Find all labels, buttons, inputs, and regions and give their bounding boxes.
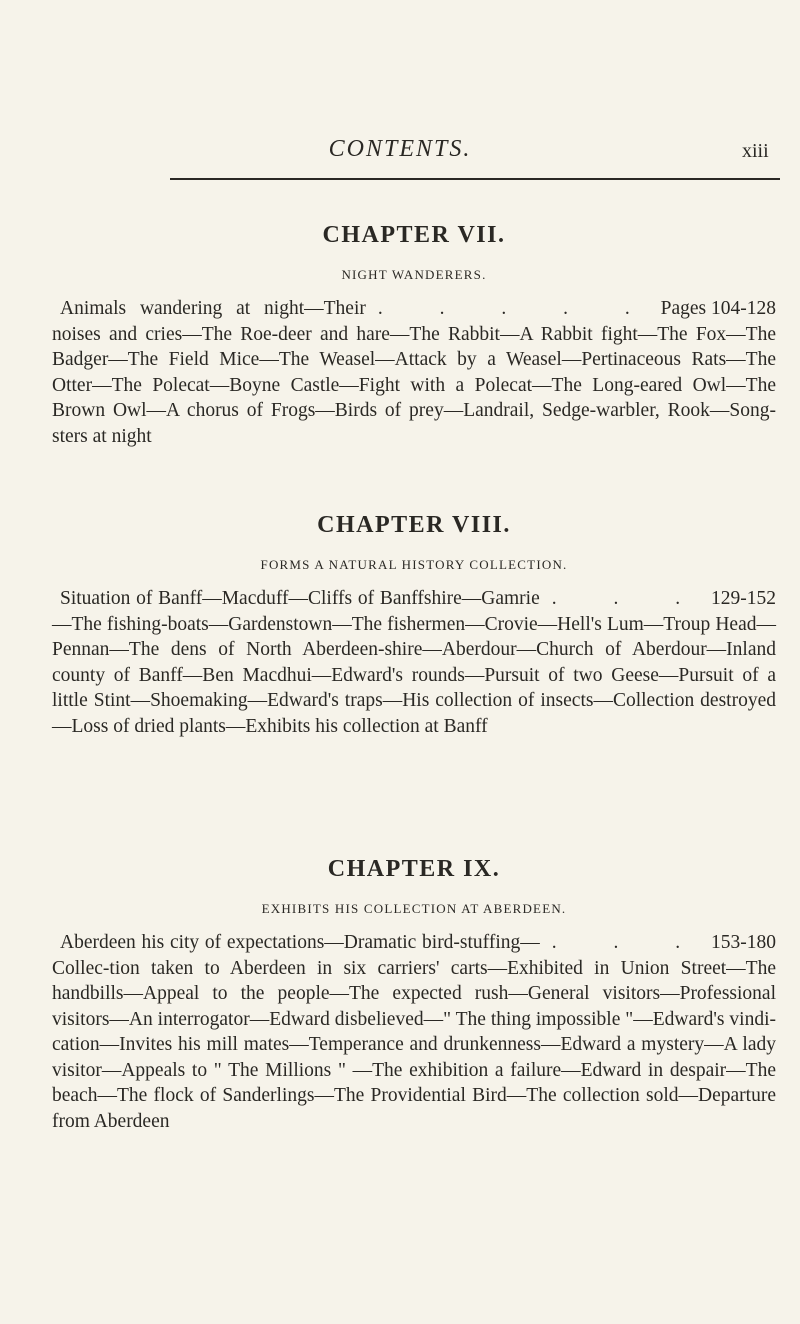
header-rule: [170, 178, 780, 180]
page-header: [0, 0, 800, 186]
chapter-subtitle: NIGHT WANDERERS.: [341, 267, 487, 282]
dot-leaders: . . . . .: [377, 298, 656, 319]
chapter-heading: CHAPTER VII.: [322, 222, 506, 248]
page-range-value: 153-180: [711, 932, 776, 953]
chapter-heading: CHAPTER VIII.: [317, 512, 511, 538]
summary-text: Animals wandering at night—Their noises and cries—The Roe-deer and hare—The Rabbit—A Rabbit fight—The Fox—The Badger—The Field Mice—The Weasel—Attack by a Weasel—Pertinaceous Rats—The Otter—The Polecat—Boyne Castle—Fight with a Polecat—The Long-eared Owl—The Brown Owl—A chorus of Frogs—Birds of prey—Landrail, Sedge-warbler, Rook—Song-sters at night: [52, 298, 776, 447]
chapter-8-entry: [52, 508, 776, 739]
page-range: [540, 930, 776, 956]
chapter-summary: [52, 296, 776, 449]
chapter-heading: CHAPTER IX.: [327, 856, 501, 882]
chapter-summary: [52, 586, 776, 739]
summary-text: Situation of Banff—Macduff—Cliffs of Banffshire—Gamrie—The fishing-boats—Gardenstown—The fishermen—Crovie—Hell's Lum—Troup Head—Pennan—The dens of North Aberdeen-shire—Aberdour—Church of Aberdour—Inland county of Banff—Ben Macdhui—Edward's rounds—Pursuit of two Geese—Pursuit of a little Stint—Shoemaking—Edward's traps—His collection of insects—Collection destroyed—Loss of dried plants—Exhibits his collection at Banff: [52, 588, 776, 737]
page-range-value: Pages 104-128: [660, 298, 776, 319]
chapter-summary: [52, 930, 776, 1134]
page-range-value: 129-152: [711, 588, 776, 609]
page-range: [366, 296, 776, 322]
summary-text: Aberdeen his city of expectations—Dramatic bird-stuffing—Collec-tion taken to Aberdeen in six carriers' carts—Exhibited in Union Street—The handbills—Appeal to the people—The expected rush—General visitors—Professional visitors—An interrogator—Edward disbelieved—" The thing impossible "—Edward's vindi-cation—Invites his mill mates—Temperance and drunkenness—Edward a mystery—A lady visitor—Appeals to " The Millions " —The exhibition a failure—Edward in despair—The beach—The flock of Sanderlings—The Providential Bird—The collection sold—Departure from Aberdeen: [52, 932, 776, 1132]
dot-leaders: . . .: [551, 932, 707, 953]
page-number: xiii: [742, 140, 769, 162]
dot-leaders: . . .: [551, 588, 707, 609]
chapter-subtitle: EXHIBITS HIS COLLECTION AT ABERDEEN.: [261, 901, 567, 916]
running-title: CONTENTS.: [328, 136, 472, 162]
chapter-9-entry: [52, 852, 776, 1134]
page-range: [540, 586, 776, 612]
chapter-7-entry: [52, 218, 776, 449]
chapter-subtitle: FORMS A NATURAL HISTORY COLLECTION.: [260, 557, 568, 572]
